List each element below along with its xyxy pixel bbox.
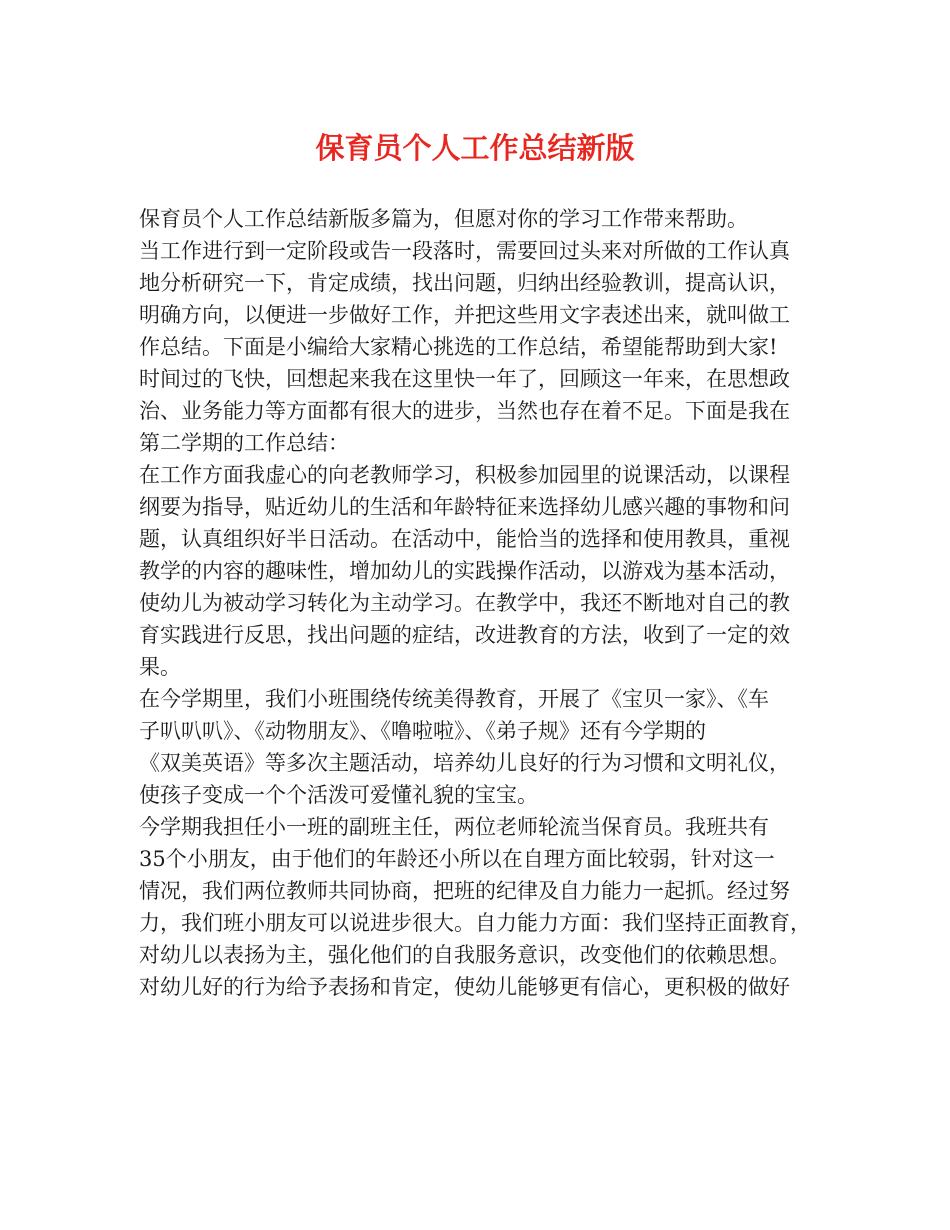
body-line: 时间过的飞快，回想起来我在这里快一年了，回顾这一年来，在思想政 bbox=[139, 367, 790, 391]
body-line: 在今学期里，我们小班围绕传统美得教育，开展了《宝贝一家》、《车 bbox=[139, 687, 769, 711]
body-line: 明确方向，以便进一步做好工作，并把这些用文字表述出来，就叫做工 bbox=[139, 303, 790, 327]
body-line: 今学期我担任小一班的副班主任，两位老师轮流当保育员。我班共有 bbox=[139, 815, 769, 839]
body-line: 保育员个人工作总结新版多篇为，但愿对你的学习工作带来帮助。 bbox=[139, 207, 748, 231]
body-line: 纲要为指导，贴近幼儿的生活和年龄特征来选择幼儿感兴趣的事物和问 bbox=[139, 495, 790, 519]
body-line: 情况，我们两位教师共同协商，把班的纪律及自力能力一起抓。经过努 bbox=[139, 879, 790, 903]
body-line: 地分析研究一下，肯定成绩，找出问题，归纳出经验教训，提高认识， bbox=[139, 271, 790, 295]
body-line: 在工作方面我虚心的向老教师学习，积极参加园里的说课活动，以课程 bbox=[139, 463, 790, 487]
body-line: 作总结。下面是小编给大家精心挑选的工作总结，希望能帮助到大家! bbox=[139, 335, 778, 359]
body-line: 果。 bbox=[139, 655, 181, 679]
body-line: 治、业务能力等方面都有很大的进步，当然也存在着不足。下面是我在 bbox=[139, 399, 790, 423]
body-line: 第二学期的工作总结： bbox=[139, 431, 349, 455]
body-line: 子叭叭叭》、《动物朋友》、《噜啦啦》、《弟子规》还有今学期的 bbox=[139, 719, 706, 743]
body-line: 育实践进行反思，找出问题的症结，改进教育的方法，收到了一定的效 bbox=[139, 623, 790, 647]
body-line: 力，我们班小朋友可以说进步很大。自力能力方面：我们坚持正面教育， bbox=[139, 911, 811, 935]
body-line: 对幼儿以表扬为主，强化他们的自我服务意识，改变他们的依赖思想。 bbox=[139, 943, 790, 967]
body-line: 使幼儿为被动学习转化为主动学习。在教学中，我还不断地对自己的教 bbox=[139, 591, 790, 615]
body-line: 当工作进行到一定阶段或告一段落时，需要回过头来对所做的工作认真 bbox=[139, 239, 790, 263]
body-line: 使孩子变成一个个活泼可爱懂礼貌的宝宝。 bbox=[139, 783, 538, 807]
document-body bbox=[139, 203, 829, 1003]
body-line: 题，认真组织好半日活动。在活动中，能恰当的选择和使用教具，重视 bbox=[139, 527, 790, 551]
body-line: 对幼儿好的行为给予表扬和肯定，使幼儿能够更有信心，更积极的做好 bbox=[139, 975, 790, 999]
document-title: 保育员个人工作总结新版 bbox=[315, 131, 635, 165]
body-line: 35个小朋友，由于他们的年龄还小所以在自理方面比较弱，针对这一 bbox=[139, 847, 775, 871]
body-line: 教学的内容的趣味性，增加幼儿的实践操作活动，以游戏为基本活动， bbox=[139, 559, 790, 583]
body-line: 《双美英语》等多次主题活动，培养幼儿良好的行为习惯和文明礼仪， bbox=[139, 751, 790, 775]
